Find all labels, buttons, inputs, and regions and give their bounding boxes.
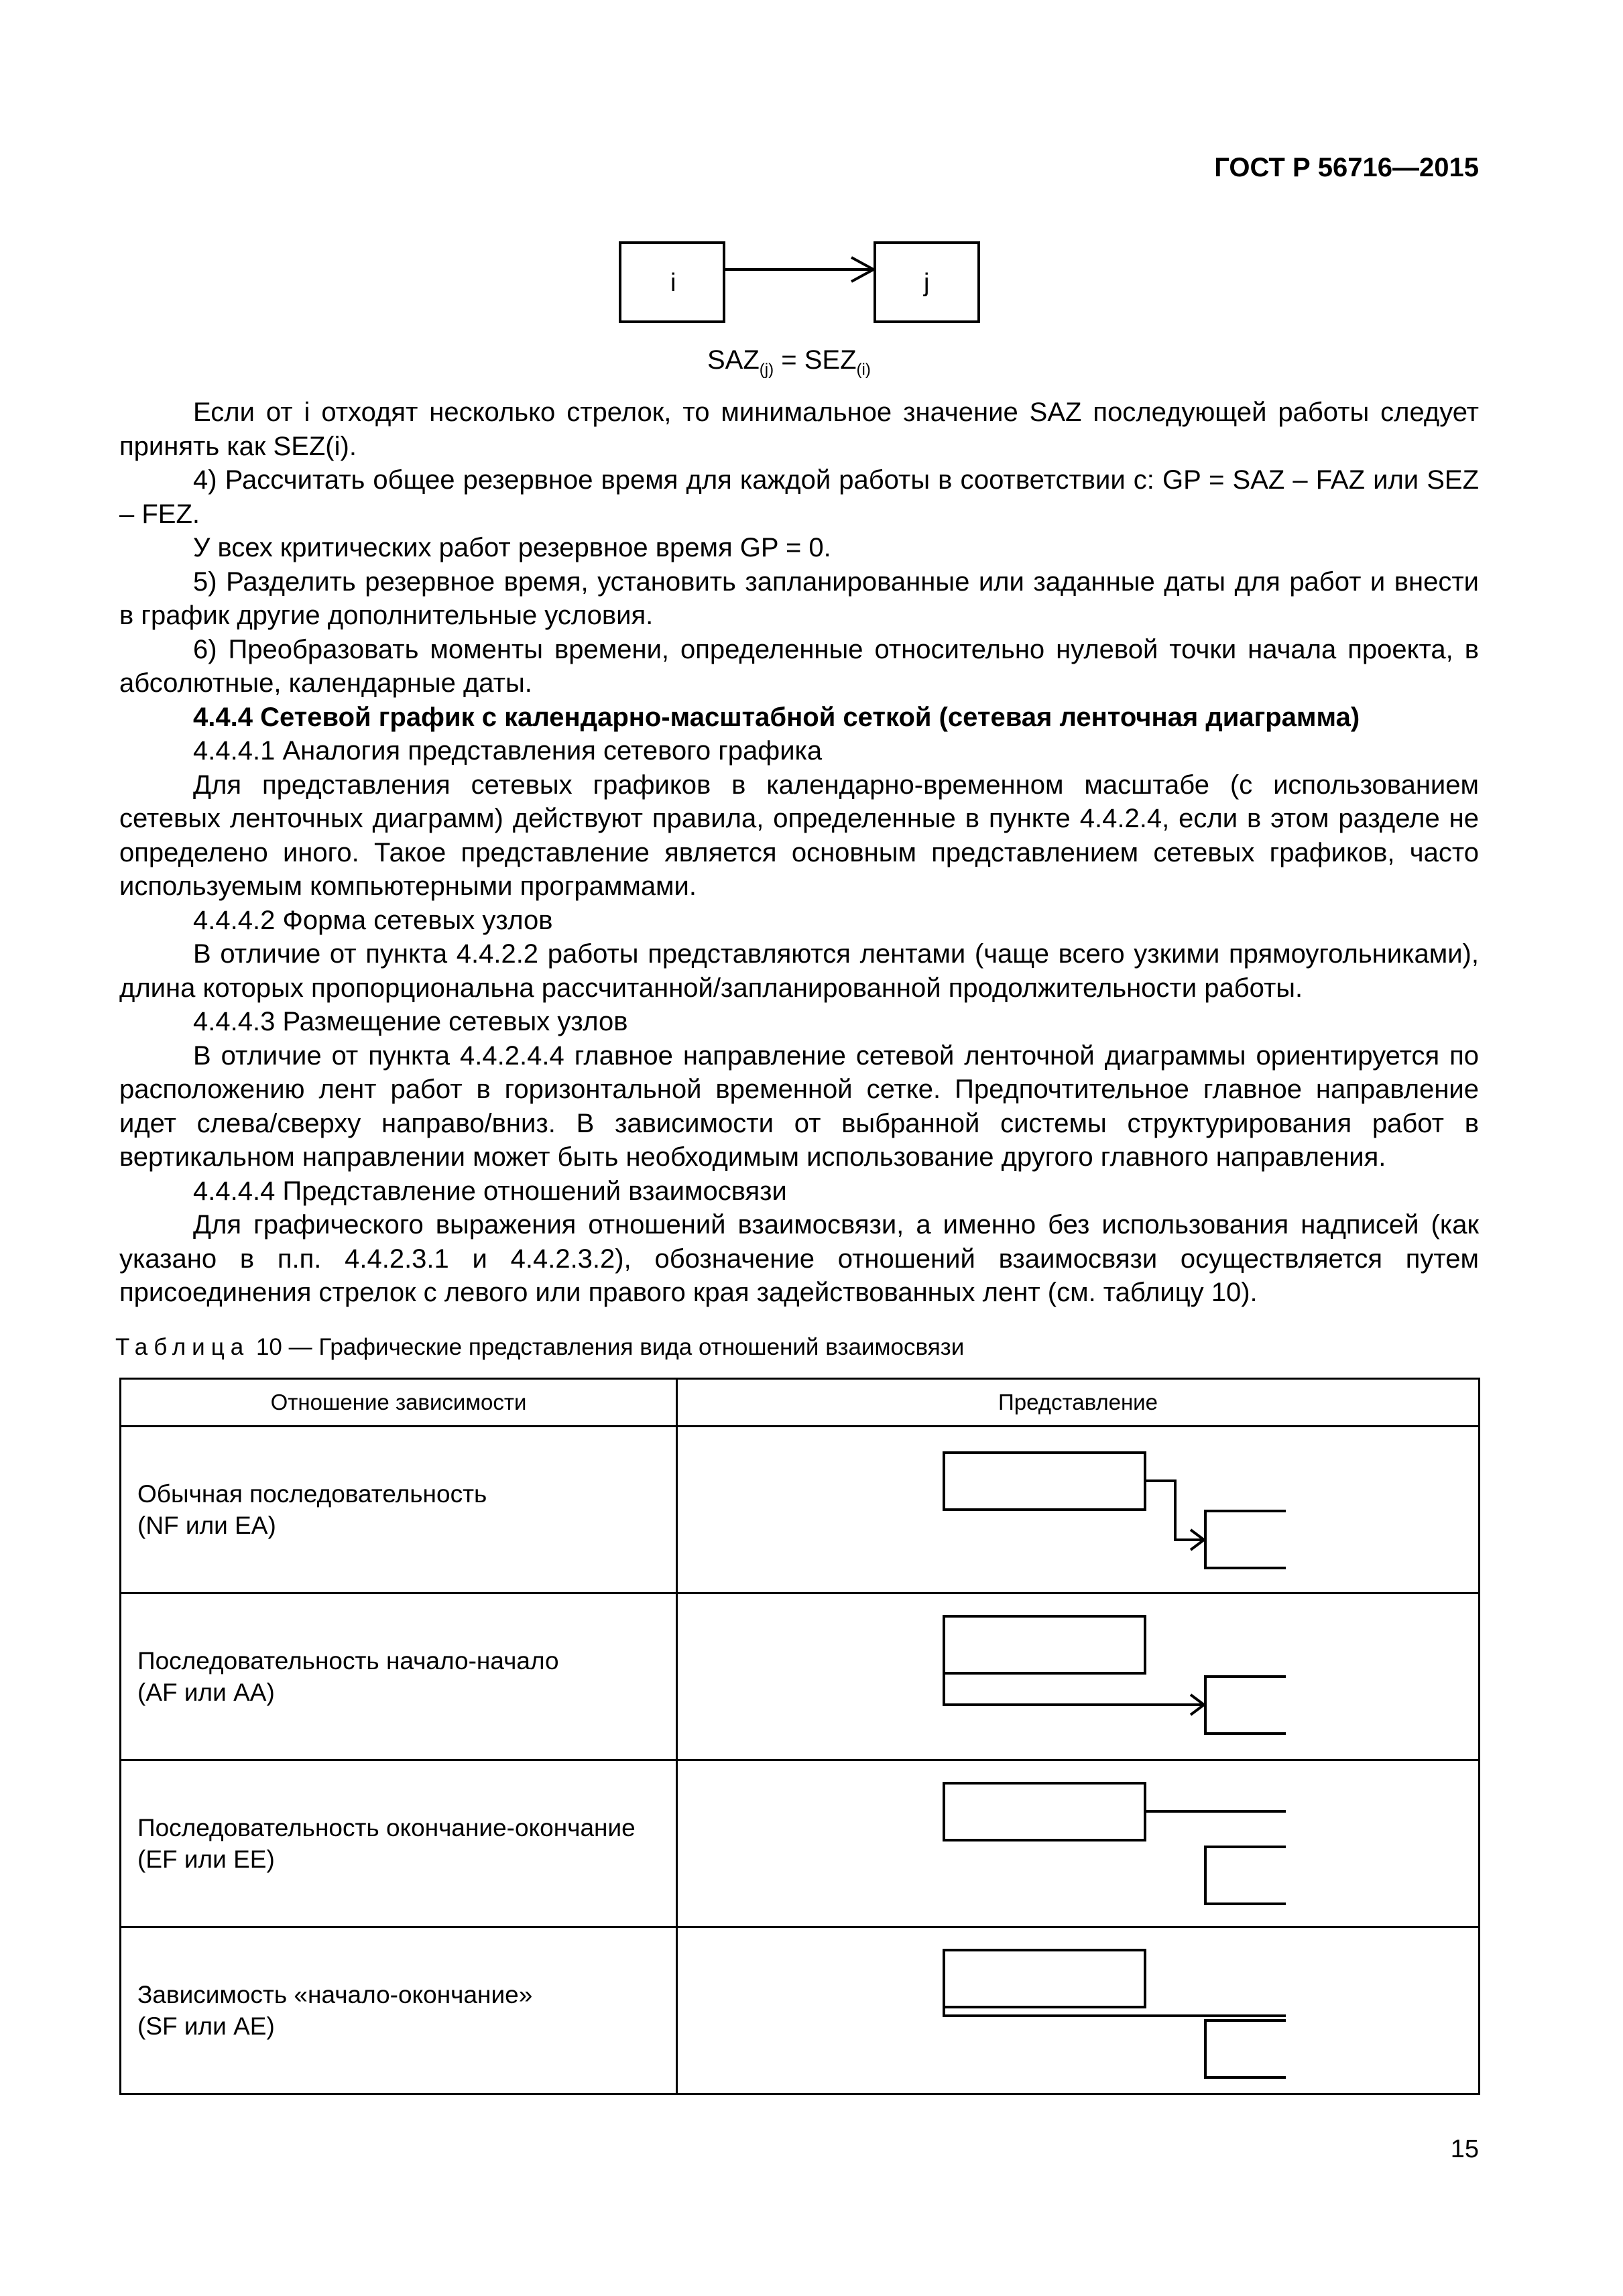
paragraph: Если от i отходят несколько стрелок, то минимальное значение SAZ последующей работы следует принять как SEZ(i). [119, 398, 1479, 461]
representation-cell [677, 1427, 1480, 1593]
table-caption-word: Таблица [115, 1334, 250, 1360]
subsection-heading: 4.4.4.3 Размещение сетевых узлов [193, 1007, 628, 1036]
node-i-label: i [670, 269, 676, 297]
document-header: ГОСТ Р 56716—2015 [1214, 153, 1479, 182]
subsection-heading: 4.4.4.2 Форма сетевых узлов [193, 905, 553, 935]
diagram-finish-finish [870, 1770, 1286, 1917]
body-text [119, 396, 1479, 1310]
table-header-row [121, 1379, 1480, 1427]
paragraph: В отличие от пункта 4.4.2.2 работы представляются лентами (чаще всего узкими прямоугольниками), длина которых пропорциональна рассчитанной/запланированной продолжительности работы. [119, 939, 1479, 1003]
formula-lhs-sub: (j) [759, 361, 774, 379]
node-j-label: j [924, 269, 930, 297]
paragraph: 6) Преобразовать моменты времени, определенные относительно нулевой точки начала проекта, в абсолютные, календарные даты. [119, 634, 1479, 698]
relation-cell [121, 1427, 677, 1593]
bar-successor [1205, 2020, 1286, 2077]
connector-line [1145, 1481, 1204, 1540]
table-caption [115, 1334, 964, 1361]
relation-code: (EF или EE) [137, 1846, 275, 1873]
connector-line [944, 2007, 1286, 2019]
paragraph: 5) Разделить резервное время, установить запланированные или заданные даты для работ и внести в график другие дополнительные условия. [119, 566, 1479, 630]
subsection-heading: 4.4.4.1 Аналогия представления сетевого графика [193, 736, 823, 766]
paragraph: 4) Рассчитать общее резервное время для каждой работы в соответствии с: GP = SAZ – FAZ или SEZ – FEZ. [119, 465, 1479, 529]
relations-table [119, 1378, 1480, 2095]
paragraph: В отличие от пункта 4.4.2.4.4 главное направление сетевой ленточной диаграммы ориентируется по расположению лент работ в горизонтальной временной сетке. Предпочтительное главное направление идет слева/сверху направо/вниз. В зависимости от выбранной системы структурирования работ в вертикальном направлении может быть необходимым использование другого главного направления. [119, 1040, 1479, 1172]
formula [707, 345, 871, 379]
relation-name: Последовательность окончание-окончание [137, 1814, 636, 1841]
diagram-start-start [870, 1603, 1286, 1750]
bar-successor [1205, 1511, 1286, 1568]
relation-name: Зависимость «начало-окончание» [137, 1981, 533, 2008]
connector-line [944, 1673, 1204, 1705]
relation-name: Обычная последовательность [137, 1480, 487, 1508]
bar-successor [1205, 1847, 1286, 1904]
dependency-figure [603, 236, 992, 330]
paragraph: У всех критических работ резервное время GP = 0. [193, 533, 831, 562]
table-row [121, 1427, 1480, 1593]
table-row [121, 1593, 1480, 1760]
subsection-heading: 4.4.4.4 Представление отношений взаимосвязи [193, 1176, 787, 1206]
relation-code: (NF или EA) [137, 1512, 276, 1539]
bar-predecessor [944, 1453, 1145, 1510]
relation-cell [121, 1927, 677, 2094]
representation-cell [677, 1760, 1480, 1927]
section-heading: 4.4.4 Сетевой график с календарно-масштабной сеткой (сетевая ленточная диаграмма) [193, 702, 1360, 732]
table-row [121, 1927, 1480, 2094]
column-header: Представление [677, 1379, 1480, 1427]
diagram-start-finish [870, 1937, 1286, 2084]
column-header: Отношение зависимости [121, 1379, 677, 1427]
table-row [121, 1760, 1480, 1927]
relation-cell [121, 1593, 677, 1760]
page-number: 15 [1450, 2135, 1479, 2163]
bar-predecessor [944, 1616, 1145, 1673]
paragraph: Для представления сетевых графиков в календарно-временном масштабе (с использованием сетевых ленточных диаграмм) действуют правила, определенные в пункте 4.4.2.4, если в этом разделе не определено иного. Такое представление является основным представлением сетевых графиков, часто используемым компьютерными программами. [119, 770, 1479, 901]
representation-cell [677, 1593, 1480, 1760]
diagram-finish-start [870, 1436, 1286, 1583]
formula-rhs: SEZ [804, 345, 857, 375]
relation-name: Последовательность начало-начало [137, 1647, 559, 1675]
formula-rhs-sub: (i) [856, 361, 871, 379]
bar-predecessor [944, 1950, 1145, 2007]
connector-line [1145, 1811, 1286, 1846]
paragraph: Для графического выражения отношений взаимосвязи, а именно без использования надписей (как указано в п.п. 4.4.2.3.1 и 4.4.2.3.2), обозначение отношений взаимосвязи осуществляется путем присоединения стрелок с левого или правого края задействованных лент (см. таблицу 10). [119, 1210, 1479, 1307]
formula-lhs: SAZ [707, 345, 760, 375]
relation-code: (AF или AA) [137, 1679, 275, 1706]
relation-cell [121, 1760, 677, 1927]
bar-predecessor [944, 1783, 1145, 1840]
formula-eq: = [774, 345, 804, 375]
relation-code: (SF или AE) [137, 2012, 275, 2040]
table-caption-title: 10 — Графические представления вида отношений взаимосвязи [249, 1334, 965, 1360]
representation-cell [677, 1927, 1480, 2094]
bar-successor [1205, 1677, 1286, 1734]
